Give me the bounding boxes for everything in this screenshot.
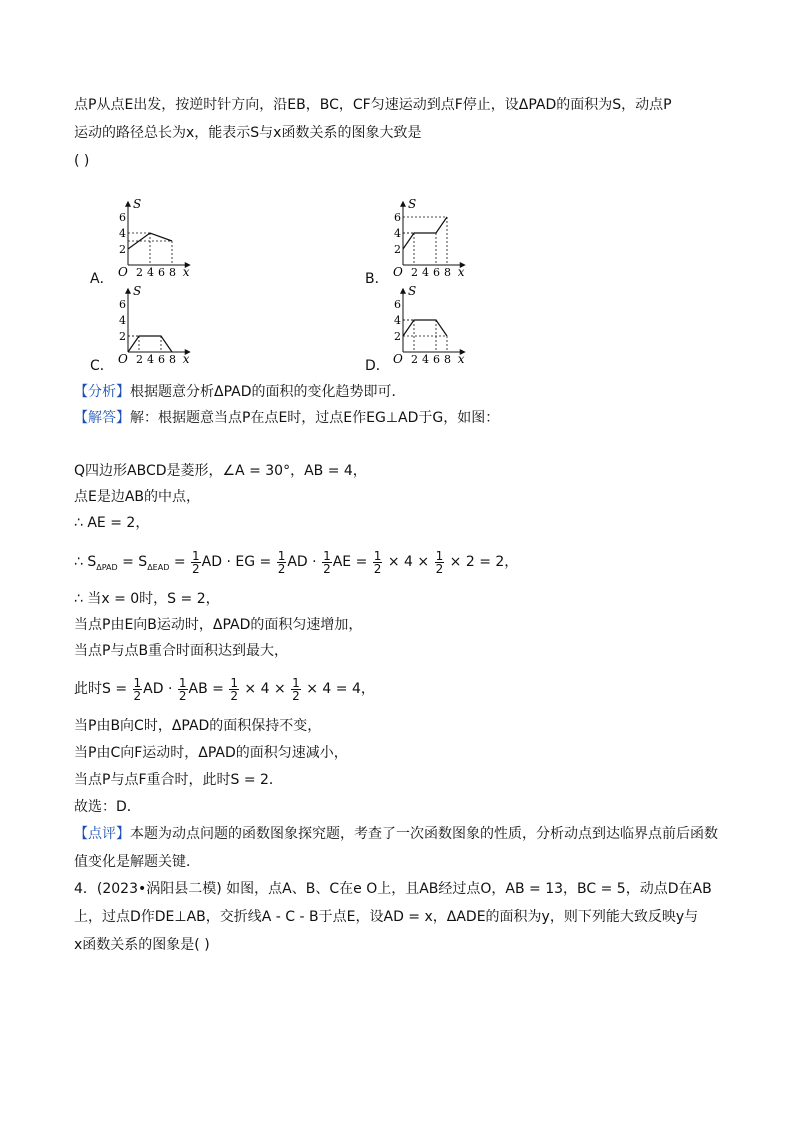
graph-option-a[interactable] [108, 196, 208, 285]
graph-option-c[interactable] [108, 283, 208, 372]
l8-b: AD · [143, 681, 177, 697]
analysis-text: 根据题意分析ΔPAD的面积的变化趋势即可． [130, 384, 406, 400]
y-tick-label: 6 [119, 298, 126, 311]
l4-c: AD · [287, 554, 322, 570]
l4-sub1: ΔPAD [96, 562, 118, 572]
y-axis-arrow [400, 288, 406, 294]
x-tick-label: 2 [411, 266, 418, 279]
l4-b: AD · EG = [201, 554, 276, 570]
x-tick-label: 2 [411, 353, 418, 366]
origin-label: O [118, 352, 128, 366]
fraction: $\frac{1}{2}$ [292, 675, 300, 703]
x-axis-label: x [182, 352, 190, 366]
solution-line-8 [74, 675, 375, 703]
solution-line-1: Q四边形ABCD是菱形，∠A = 30°，AB = 4， [74, 463, 367, 479]
y-axis-arrow [400, 201, 406, 207]
y-axis-label: S [408, 196, 417, 211]
l4-a: = [169, 554, 191, 570]
y-tick-label: 4 [119, 314, 126, 327]
y-axis-arrow [125, 201, 131, 207]
fraction: $\frac{1}{2}$ [230, 675, 238, 703]
function-line [403, 217, 447, 249]
l8-a: 此时S = [74, 681, 132, 697]
y-axis-label: S [133, 283, 142, 298]
fraction: $\frac{1}{2}$ [323, 548, 331, 576]
x-axis-label: x [457, 352, 465, 366]
x-tick-label: 4 [422, 353, 429, 366]
x-tick-label: 4 [147, 266, 154, 279]
y-tick-label: 4 [119, 227, 126, 240]
fraction: $\frac{1}{2}$ [373, 548, 382, 576]
l8-c: AB = [188, 681, 229, 697]
y-tick-label: 2 [394, 243, 401, 256]
y-tick-label: 2 [119, 330, 126, 343]
problem4-line3: x函数关系的图象是( ) [74, 937, 210, 953]
analysis-tag: 【分析】 [74, 384, 130, 400]
solution-line-12: 故选：D． [74, 799, 141, 815]
problem3-line1: 点P从点E出发，按逆时针方向，沿EB，BC，CF匀速运动到点F停止，设ΔPAD的面积为S，动点P [74, 97, 672, 113]
solution-line-9: 当P由B向C时，ΔPAD的面积保持不变， [74, 718, 322, 734]
fraction: $\frac{1}{2}$ [435, 548, 444, 576]
x-tick-label: 6 [433, 266, 440, 279]
solution-line-10: 当P由C向F运动时，ΔPAD的面积匀速减小， [74, 745, 348, 761]
comment-line-1 [74, 825, 718, 843]
problem3-line2: 运动的路径总长为x，能表示S与x函数关系的图象大致是 [74, 125, 422, 141]
l4-e: × 4 × [383, 554, 434, 570]
origin-label: O [393, 265, 403, 279]
x-axis-label: x [457, 265, 465, 279]
analysis-line [74, 383, 405, 401]
option-a-label[interactable]: A． [90, 271, 114, 287]
function-line [403, 320, 447, 336]
graph-option-d[interactable] [383, 283, 483, 372]
problem3-paren: ( ) [74, 153, 90, 169]
y-tick-label: 4 [394, 227, 401, 240]
answer-text: 解：根据题意当点P在点E时，过点E作EG⊥AD于G，如图： [130, 410, 500, 426]
y-tick-label: 6 [394, 211, 401, 224]
y-tick-label: 6 [394, 298, 401, 311]
origin-label: O [393, 352, 403, 366]
y-tick-label: 2 [394, 330, 401, 343]
y-axis-label: S [408, 283, 417, 298]
x-axis-label: x [182, 265, 190, 279]
comment-tag: 【点评】 [74, 826, 130, 842]
l4-mid: = S [117, 554, 148, 570]
x-tick-label: 2 [136, 266, 143, 279]
y-tick-label: 4 [394, 314, 401, 327]
option-c-label[interactable]: C． [90, 358, 114, 374]
y-tick-label: 2 [119, 243, 126, 256]
solution-line-6: 当点P由E向B运动时，ΔPAD的面积匀速增加， [74, 617, 363, 633]
option-d-label[interactable]: D． [365, 358, 390, 374]
l8-d: × 4 × [239, 681, 291, 697]
x-tick-label: 4 [147, 353, 154, 366]
x-tick-label: 8 [169, 353, 176, 366]
x-tick-label: 6 [433, 353, 440, 366]
l4-f: × 2 = 2， [445, 554, 519, 570]
l4-sub2: ΔEAD [147, 562, 170, 572]
fraction: $\frac{1}{2}$ [192, 548, 200, 576]
l4-d: AE = [332, 554, 372, 570]
problem4-line2: 上，过点D作DE⊥AB，交折线A - C - B于点E，设AD = x，ΔADE的面积为y，则下列能大致反映y与 [74, 909, 699, 925]
graph-option-b[interactable] [383, 196, 483, 285]
x-tick-label: 6 [158, 266, 165, 279]
fraction: $\frac{1}{2}$ [277, 548, 286, 576]
fraction: $\frac{1}{2}$ [178, 675, 187, 703]
origin-label: O [118, 265, 128, 279]
solution-line-4 [74, 548, 518, 582]
y-axis-label: S [133, 196, 142, 211]
solution-line-5: ∴ 当x = 0时，S = 2， [74, 591, 220, 607]
solution-line-2: 点E是边AB的中点， [74, 489, 201, 505]
x-tick-label: 8 [444, 353, 451, 366]
solution-line-3: ∴ AE = 2， [74, 515, 150, 531]
answer-tag: 【解答】 [74, 410, 130, 426]
x-tick-label: 8 [169, 266, 176, 279]
x-tick-label: 4 [422, 266, 429, 279]
solution-line-11: 当点P与点F重合时，此时S = 2． [74, 772, 283, 788]
l8-e: × 4 = 4， [301, 681, 375, 697]
y-axis-arrow [125, 288, 131, 294]
l4-prefix: ∴ S [74, 554, 97, 570]
comment-text: 本题为动点问题的函数图象探究题，考查了一次函数图象的性质，分析动点到达临界点前后函数 [130, 826, 718, 842]
function-line [128, 336, 172, 352]
solution-line-7: 当点P与点B重合时面积达到最大， [74, 643, 289, 659]
answer-line [74, 409, 499, 427]
problem4-line1: 4．(2023•涡阳县二模) 如图，点A、B、C在e O上，且AB经过点O，AB = 13，BC = 5，动点D在AB [74, 881, 712, 897]
x-tick-label: 8 [444, 266, 451, 279]
x-tick-label: 6 [158, 353, 165, 366]
comment-line-2: 值变化是解题关键． [74, 854, 200, 870]
option-b-label[interactable]: B． [365, 271, 389, 287]
x-tick-label: 2 [136, 353, 143, 366]
fraction: $\frac{1}{2}$ [133, 675, 142, 703]
y-tick-label: 6 [119, 211, 126, 224]
